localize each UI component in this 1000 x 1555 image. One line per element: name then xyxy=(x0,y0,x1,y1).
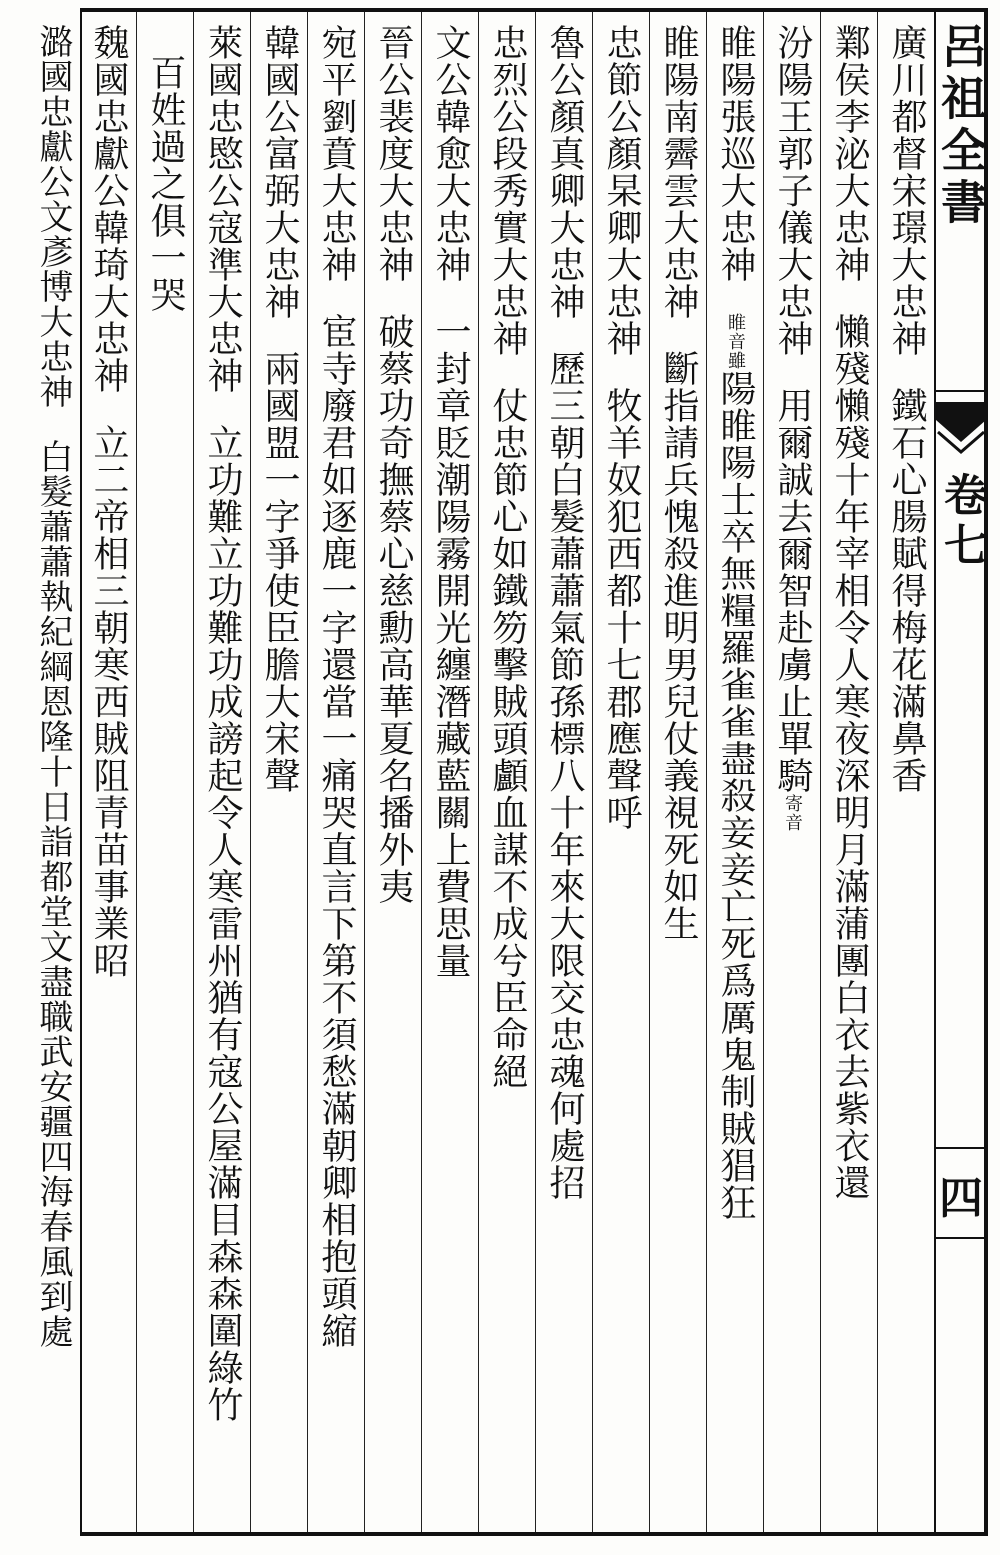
text-column xyxy=(24,24,81,1524)
verse-text: 宦寺廢君如逐鹿一字還當一痛哭直言下第不須愁滿朝卿相抱頭縮 xyxy=(316,313,357,1349)
text-column xyxy=(422,24,479,1524)
text-column xyxy=(650,24,707,1524)
text-column xyxy=(194,24,251,1524)
verse-text: 立功難立功難功成謗起令人寒雷州猶有寇公屋滿目森森圍綠竹 xyxy=(202,424,243,1423)
deity-title: 睢陽張巡大忠神 xyxy=(715,24,756,283)
deity-title: 潞國忠獻公文彥博大忠神 xyxy=(33,24,73,409)
text-column xyxy=(593,24,650,1524)
volume-label: 卷七 xyxy=(936,472,987,572)
deity-title: 韓國公富弼大忠神 xyxy=(259,24,300,320)
deity-title: 魏國忠獻公韓琦大忠神 xyxy=(88,24,129,394)
spine-rule xyxy=(936,1237,986,1239)
pronunciation-note: 睢音雖 xyxy=(725,313,746,370)
verse-text: 鐵石心腸賦得梅花滿鼻香 xyxy=(886,387,927,794)
deity-title: 睢陽南霽雲大忠神 xyxy=(658,24,699,320)
verse-text: 陽睢陽士卒無糧羅雀雀盡殺妾妾亡死爲厲鬼制賊猖狂 xyxy=(715,370,756,1221)
text-column xyxy=(308,24,365,1524)
fishtail-mark-icon xyxy=(936,402,986,462)
text-column xyxy=(80,24,137,1524)
deity-title: 廣川都督宋璟大忠神 xyxy=(886,24,927,357)
verse-text: 仗忠節心如鐵笏擊賊頭顱血謀不成兮臣命絕 xyxy=(487,387,528,1090)
text-column xyxy=(251,24,308,1524)
verse-text: 兩國盟一字爭使臣膽大宋聲 xyxy=(259,350,300,794)
text-column xyxy=(821,24,878,1524)
text-column xyxy=(365,24,422,1524)
text-body xyxy=(82,12,934,1532)
deity-title: 文公韓愈大忠神 xyxy=(430,24,471,283)
deity-title: 忠烈公段秀實大忠神 xyxy=(487,24,528,357)
deity-title: 忠節公顏杲卿大忠神 xyxy=(601,24,642,357)
deity-title: 宛平劉賁大忠神 xyxy=(316,24,357,283)
text-column xyxy=(137,24,194,1554)
verse-text: 斷指請兵愧殺進明男兒仗義視死如生 xyxy=(658,350,699,942)
verse-text: 白髮蕭蕭執紀綱恩隆十日詣都堂文盡職武安疆四海春風到處 xyxy=(33,439,73,1349)
text-column xyxy=(707,24,764,1524)
verse-text: 百姓過之俱一哭 xyxy=(145,54,186,313)
verse-text: 一封章貶潮陽霧開光纏潛藏藍關上費思量 xyxy=(430,313,471,979)
verse-text: 破蔡功奇撫蔡心慈勳高華夏名播外夷 xyxy=(373,313,414,905)
deity-title: 萊國忠愍公寇準大忠神 xyxy=(202,24,243,394)
page-number: 四 xyxy=(939,1173,983,1224)
book-spine xyxy=(934,12,986,1532)
text-column xyxy=(878,24,935,1524)
pronunciation-note: 寄音 xyxy=(782,794,803,832)
verse-text: 立二帝相三朝寒西賊阻青苗事業昭 xyxy=(88,424,129,979)
spine-rule xyxy=(936,390,986,392)
spine-rule xyxy=(936,1147,986,1149)
text-column xyxy=(764,24,821,1524)
verse-text: 懶殘懶殘十年宰相令人寒夜深明月滿蒲團白衣去紫衣還 xyxy=(829,313,870,1201)
deity-title: 汾陽王郭子儀大忠神 xyxy=(772,24,813,357)
verse-text: 歷三朝白髮蕭蕭氣節孫標八十年來大限交忠魂何處招 xyxy=(544,350,585,1201)
deity-title: 晉公裴度大忠神 xyxy=(373,24,414,283)
book-title: 呂祖全書 xyxy=(934,22,988,230)
verse-text: 牧羊奴犯西都十七郡應聲呼 xyxy=(601,387,642,831)
deity-title: 魯公顏真卿大忠神 xyxy=(544,24,585,320)
text-column xyxy=(536,24,593,1524)
text-column xyxy=(479,24,536,1524)
deity-title: 鄴侯李泌大忠神 xyxy=(829,24,870,283)
verse-text: 用爾誠去爾智赴虜止單騎 xyxy=(772,387,813,794)
